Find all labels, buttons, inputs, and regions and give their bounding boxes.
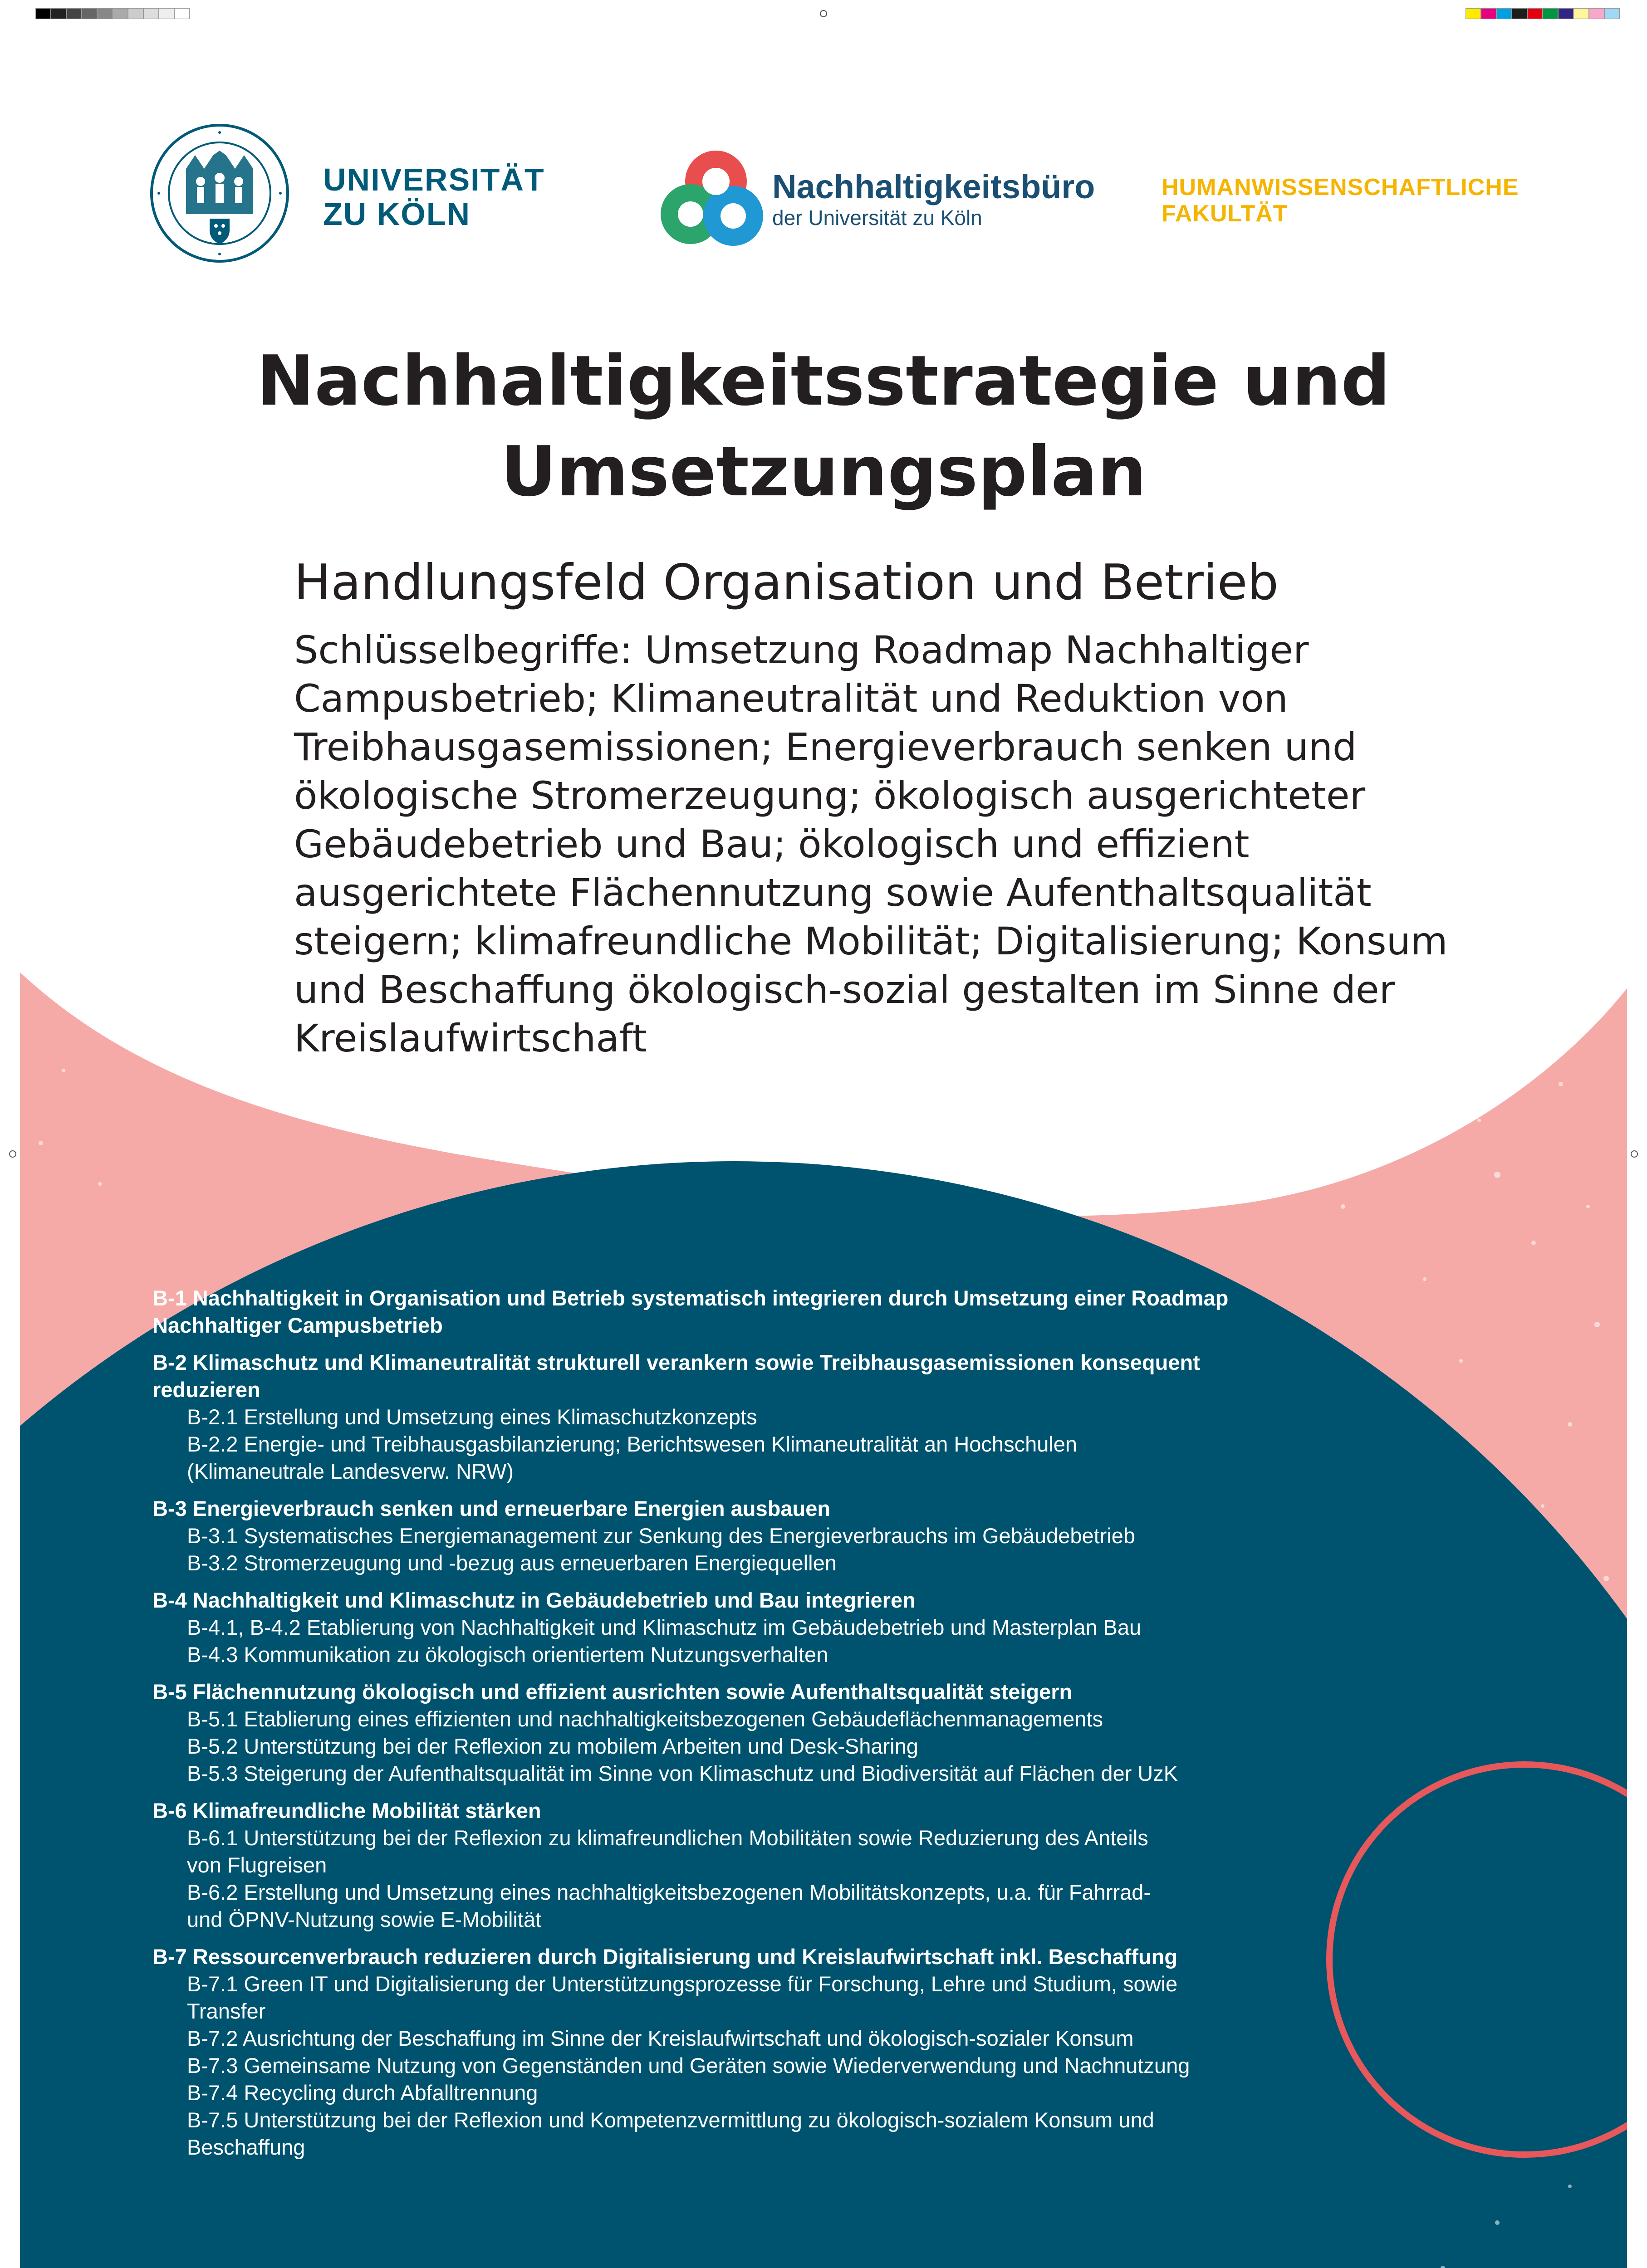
measure-item <box>152 1824 1314 1879</box>
goal-heading-line: B-3 Energieverbrauch senken und erneuerbare Energien ausbauen <box>152 1496 831 1520</box>
three-circles-logo-icon <box>657 146 766 250</box>
measure-item <box>152 1879 1314 1933</box>
measure-item <box>152 1970 1314 2025</box>
goal-heading-line: B-7 Ressourcenverbrauch reduzieren durch Digitalisierung und Kreislaufwirtschaft inkl. Beschaffung <box>152 1945 1178 1969</box>
goal-heading <box>152 1797 1314 1824</box>
keywords-line: Schlüsselbegriffe: Umsetzung Roadmap Nachhaltiger <box>294 628 1309 672</box>
measure-line: Transfer <box>187 1999 266 2023</box>
goal-heading-line: B-6 Klimafreundliche Mobilität stärken <box>152 1799 541 1823</box>
goal-heading <box>152 1587 1314 1614</box>
page-title <box>136 336 1511 517</box>
keywords-line: Gebäudebetrieb und Bau; ökologisch und effizient <box>294 822 1250 866</box>
keywords-line: Treibhausgasemissionen; Energieverbrauch senken und <box>294 725 1357 769</box>
university-name-line1: UNIVERSITÄT <box>323 162 545 197</box>
keywords-paragraph <box>294 626 1456 1063</box>
office-title: Nachhaltigkeitsbüro <box>772 168 1095 205</box>
faculty-name <box>1162 174 1519 227</box>
goal-heading <box>152 1678 1314 1706</box>
measure-line: B-7.2 Ausrichtung der Beschaffung im Sinne der Kreislaufwirtschaft und ökologisch-sozialer Konsum <box>187 2026 1134 2050</box>
measure-line: B-2.1 Erstellung und Umsetzung eines Klimaschutzkonzepts <box>187 1405 757 1429</box>
measure-line: B-6.2 Erstellung und Umsetzung eines nachhaltigkeitsbezogenen Mobilitätskonzepts, u.a. für Fahrrad- <box>187 1880 1151 1904</box>
goal-heading <box>152 1943 1314 1970</box>
goal-group-b5 <box>152 1678 1314 1787</box>
registration-mark-top <box>820 10 827 17</box>
measure-line: B-7.3 Gemeinsame Nutzung von Gegenständen und Geräten sowie Wiederverwendung und Nachnutzung <box>187 2053 1190 2077</box>
university-seal-icon <box>150 123 289 263</box>
goal-group-b6 <box>152 1797 1314 1933</box>
keywords-line: Campusbetrieb; Klimaneutralität und Reduktion von <box>294 676 1288 721</box>
measure-item <box>152 2079 1314 2107</box>
measure-item <box>152 1614 1314 1641</box>
measure-item <box>152 1403 1314 1431</box>
measure-line: Beschaffung <box>187 2135 305 2159</box>
registration-mark-left <box>9 1150 16 1158</box>
university-name-line2: ZU KÖLN <box>323 196 471 232</box>
measure-item <box>152 1431 1314 1485</box>
measure-line: B-7.1 Green IT und Digitalisierung der Unterstützungsprozesse für Forschung, Lehre und Studium, sowie <box>187 1972 1178 1996</box>
page-title-line1: Nachhaltigkeitsstrategie und <box>256 341 1391 421</box>
measure-item <box>152 1760 1314 1787</box>
goal-group-b7 <box>152 1943 1314 2161</box>
measure-line: B-3.2 Stromerzeugung und -bezug aus erneuerbaren Energiequellen <box>187 1551 837 1575</box>
measure-line: B-5.2 Unterstützung bei der Reflexion zu mobilem Arbeiten und Desk-Sharing <box>187 1734 918 1758</box>
office-subtitle: der Universität zu Köln <box>772 206 982 230</box>
grayscale-swatches <box>35 8 190 19</box>
keywords-line: ausgerichtete Flächennutzung sowie Aufenthaltsqualität <box>294 870 1372 915</box>
goal-heading-line: B-2 Klimaschutz und Klimaneutralität strukturell verankern sowie Treibhausgasemissionen konsequent <box>152 1350 1200 1374</box>
goal-group-b1 <box>152 1285 1314 1339</box>
measure-line: und ÖPNV-Nutzung sowie E-Mobilität <box>187 1907 542 1931</box>
measure-item <box>152 1733 1314 1760</box>
measure-line: B-7.5 Unterstützung bei der Reflexion und Kompetenzvermittlung zu ökologisch-sozialem Konsum und <box>187 2108 1154 2132</box>
measure-item <box>152 2025 1314 2052</box>
goal-heading-line: B-4 Nachhaltigkeit und Klimaschutz in Gebäudebetrieb und Bau integrieren <box>152 1588 916 1612</box>
goal-group-b3 <box>152 1495 1314 1577</box>
measure-line: B-5.3 Steigerung der Aufenthaltsqualität im Sinne von Klimaschutz und Biodiversität auf Flächen der UzK <box>187 1761 1178 1785</box>
goal-heading-line: B-1 Nachhaltigkeit in Organisation und Betrieb systematisch integrieren durch Umsetzung einer Roadmap <box>152 1286 1229 1310</box>
measure-item <box>152 1706 1314 1733</box>
goal-heading-line: B-5 Flächennutzung ökologisch und effizient ausrichten sowie Aufenthaltsqualität steigern <box>152 1680 1073 1704</box>
goal-group-b4 <box>152 1587 1314 1668</box>
keywords-line: steigern; klimafreundliche Mobilität; Digitalisierung; Konsum <box>294 919 1448 963</box>
faculty-name-line1: HUMANWISSENSCHAFTLICHE <box>1162 174 1519 200</box>
measure-line: (Klimaneutrale Landesverw. NRW) <box>187 1459 514 1483</box>
measure-item <box>152 2107 1314 2161</box>
registration-mark-right <box>1631 1150 1638 1158</box>
goal-heading <box>152 1349 1314 1403</box>
measure-line: B-2.2 Energie- und Treibhausgasbilanzierung; Berichtswesen Klimaneutralität an Hochschulen <box>187 1432 1078 1456</box>
measure-line: B-6.1 Unterstützung bei der Reflexion zu klimafreundlichen Mobilitäten sowie Reduzierung des Anteils <box>187 1826 1148 1850</box>
keywords-line: Kreislaufwirtschaft <box>294 1016 647 1061</box>
goal-heading-line: reduzieren <box>152 1378 260 1402</box>
keywords-line: und Beschaffung ökologisch-sozial gestalten im Sinne der <box>294 968 1395 1012</box>
page-subtitle: Handlungsfeld Organisation und Betrieb <box>294 554 1279 611</box>
goal-heading <box>152 1285 1314 1339</box>
measure-line: von Flugreisen <box>187 1853 327 1877</box>
measure-item <box>152 1522 1314 1549</box>
faculty-name-line2: FAKULTÄT <box>1162 200 1288 227</box>
office-name <box>772 169 1095 230</box>
measure-item <box>152 2052 1314 2079</box>
goal-heading-line: Nachhaltiger Campusbetrieb <box>152 1313 443 1337</box>
measure-line: B-5.1 Etablierung eines effizienten und nachhaltigkeitsbezogenen Gebäudeflächenmanagements <box>187 1707 1103 1731</box>
goal-group-b2 <box>152 1349 1314 1485</box>
page-title-line2: Umsetzungsplan <box>500 431 1147 512</box>
measure-line: B-4.3 Kommunikation zu ökologisch orientiertem Nutzungsverhalten <box>187 1642 828 1667</box>
measure-item <box>152 1641 1314 1668</box>
color-swatches <box>1466 8 1620 19</box>
university-name <box>323 162 545 231</box>
keywords-line: ökologische Stromerzeugung; ökologisch ausgerichteter <box>294 773 1366 818</box>
goals-list <box>152 1285 1314 2171</box>
measure-line: B-3.1 Systematisches Energiemanagement zur Senkung des Energieverbrauchs im Gebäudebetrieb <box>187 1524 1136 1548</box>
measure-line: B-4.1, B-4.2 Etablierung von Nachhaltigkeit und Klimaschutz im Gebäudebetrieb und Masterplan Bau <box>187 1615 1142 1639</box>
measure-item <box>152 1549 1314 1577</box>
measure-line: B-7.4 Recycling durch Abfalltrennung <box>187 2081 538 2105</box>
goal-heading <box>152 1495 1314 1522</box>
